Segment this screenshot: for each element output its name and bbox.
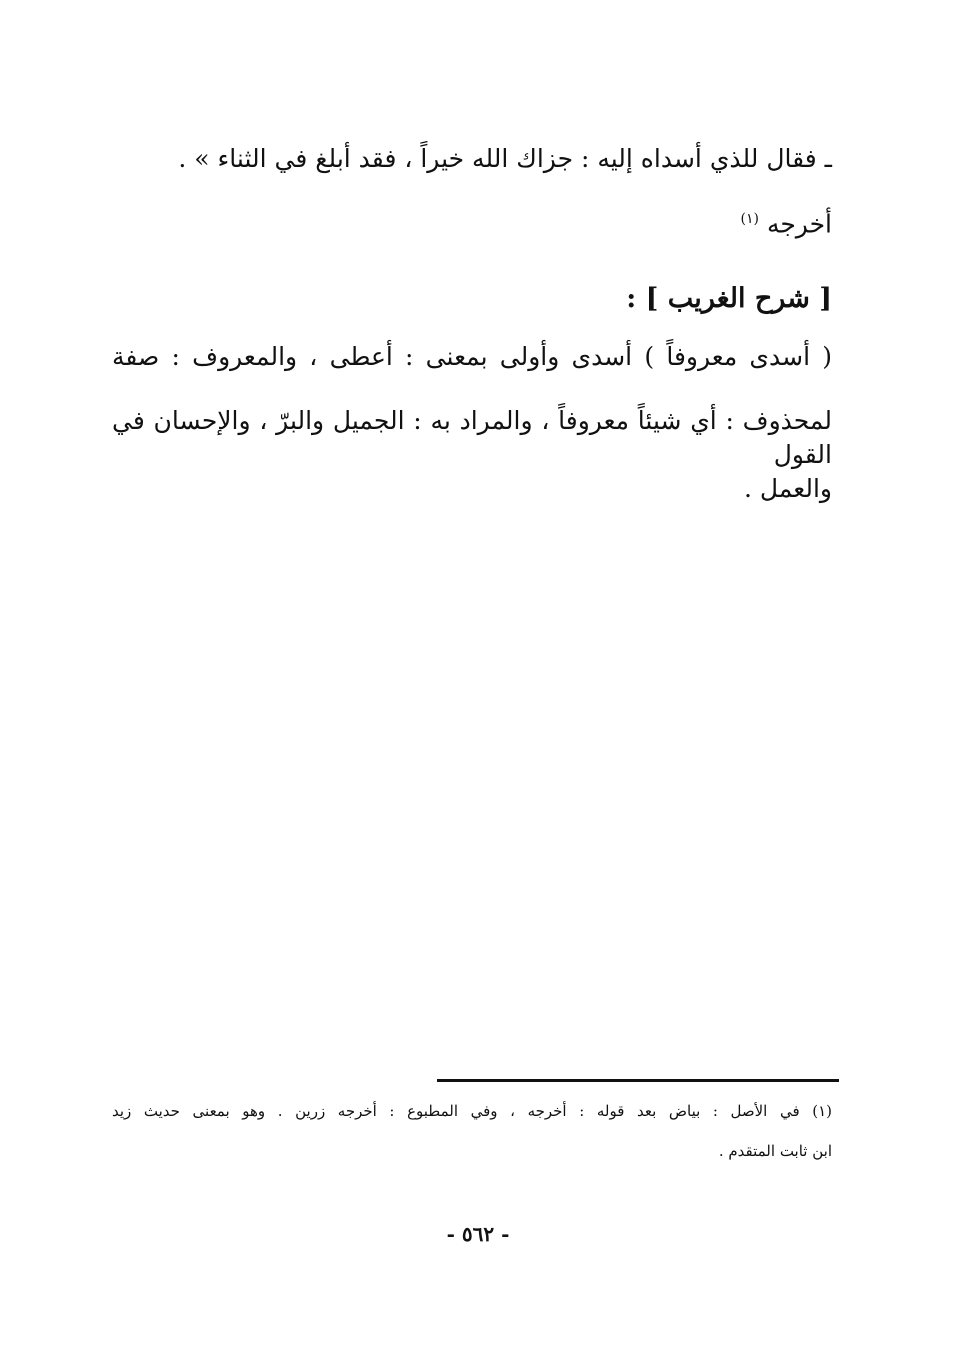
footnote-line-1: (١) في الأصل : بياض بعد قوله : أخرجه ، وفي المطبوع : أخرجه زرين . وهو بمعنى حديث زيد (112, 1102, 832, 1120)
footnote-reference: (١) (740, 211, 759, 227)
section-heading: [ شرح الغريب ] : (626, 283, 832, 314)
explanation-line-2: لمحذوف : أي شيئاً معروفاً ، والمراد به : الجميل والبرّ ، والإحسان في القول (112, 406, 832, 469)
explanation-line-3: والعمل . (744, 474, 832, 503)
explanation-line-1: ( أسدى معروفاً ) أسدى وأولى بمعنى : أعطى ، والمعروف : صفة (112, 342, 832, 371)
takhrij-text: أخرجه (766, 209, 832, 239)
footnote-line-2: ابن ثابت المتقدم . (718, 1142, 832, 1160)
page-number: - ٥٦٢ - (446, 1222, 510, 1246)
footnote-divider (437, 1079, 839, 1082)
takhrij-line (741, 202, 832, 241)
hadith-closing-line: ـ فقال للذي أسداه إليه : جزاك الله خيراً ، فقد أبلغ في الثناء » . (178, 144, 832, 173)
